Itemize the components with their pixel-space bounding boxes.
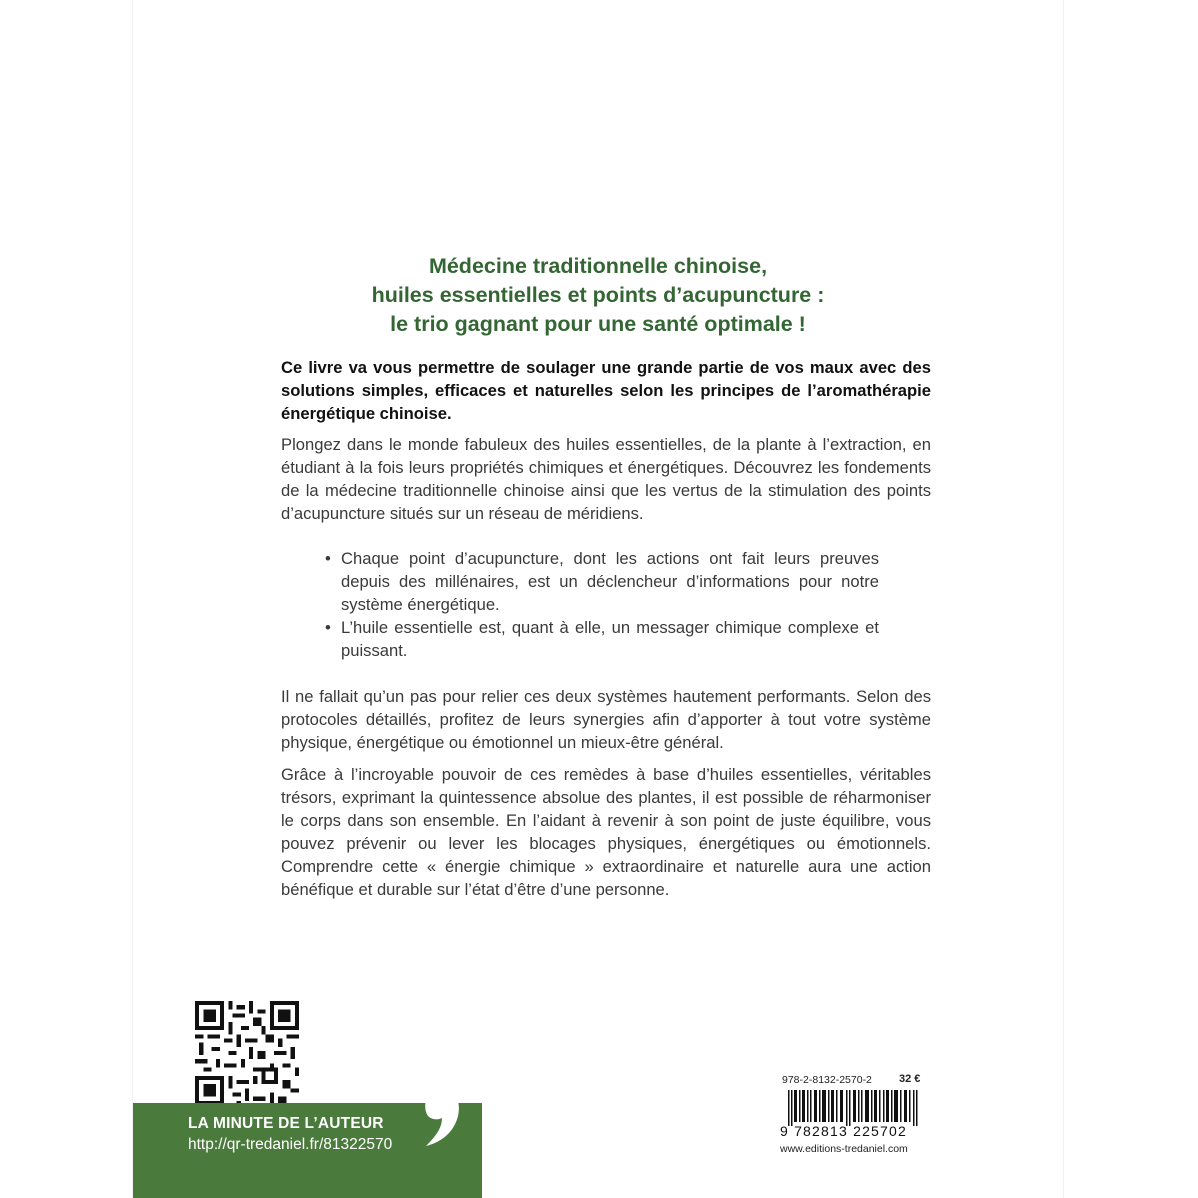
paragraph-1: Plongez dans le monde fabuleux des huiles essentielles, de la plante à l’extraction, en étudiant à la fois leurs propriétés chimiques et énergétiques. Découvrez les fondements de la médecine traditionnelle chinoise ainsi que les vertus de la stimulation des points d’acupuncture situés sur un réseau de méridiens. bbox=[281, 435, 931, 523]
bullet-list bbox=[315, 547, 879, 662]
intro-paragraph: Ce livre va vous permettre de soulager une grande partie de vos maux avec des solutions simples, efficaces et naturelles selon les principes de l’aromathérapie énergétique chinoise. bbox=[281, 358, 931, 423]
publisher-comma-logo-icon bbox=[418, 1078, 470, 1148]
paragraph-3: Grâce à l’incroyable pouvoir de ces remèdes à base d’huiles essentielles, véritables trésors, exprimant la quintessence absolue des plantes, il est possible de réharmoniser le corps dans son ensemble. En l’aidant à revenir à son point de juste équilibre, vous pouvez prévenir ou lever les blocages physiques, énergétiques ou émotionnels. Comprendre cette « énergie chimique » extraordinaire et naturelle aura une action bénéfique et durable sur l’état d’être d’une personne. bbox=[281, 765, 931, 899]
bullet-item: • L’huile essentielle est, quant à elle, un messager chimique complexe et puissant. bbox=[315, 616, 879, 662]
price-text: 32 € bbox=[899, 1073, 921, 1085]
book-back-cover bbox=[133, 0, 1063, 1198]
publisher-website[interactable]: www.editions-tredaniel.com bbox=[780, 1143, 908, 1155]
isbn-text: 978-2-8132-2570-2 bbox=[782, 1074, 872, 1086]
barcode-digits: 9 782813 225702 bbox=[780, 1123, 907, 1139]
headline-line-3: le trio gagnant pour une santé optimale ! bbox=[390, 312, 806, 336]
headline bbox=[133, 252, 1063, 339]
author-minute-title: LA MINUTE DE L’AUTEUR bbox=[188, 1115, 384, 1132]
paragraph-2: Il ne fallait qu’un pas pour relier ces deux systèmes hautement performants. Selon des protocoles détaillés, profitez de leurs synergies afin d’apporter à tout votre système physique, énergétique ou émotionnel un mieux-être général. bbox=[281, 687, 931, 752]
headline-line-2: huiles essentielles et points d’acupuncture : bbox=[371, 283, 825, 307]
qr-code-icon[interactable] bbox=[195, 1001, 299, 1105]
bullet-item: • Chaque point d’acupuncture, dont les actions ont fait leurs preuves depuis des millénaires, est un déclencheur d’informations pour notre système énergétique. bbox=[315, 547, 879, 616]
headline-line-1: Médecine traditionnelle chinoise, bbox=[428, 254, 768, 278]
author-minute-link[interactable]: http://qr-tredaniel.fr/81322570 bbox=[188, 1136, 393, 1153]
